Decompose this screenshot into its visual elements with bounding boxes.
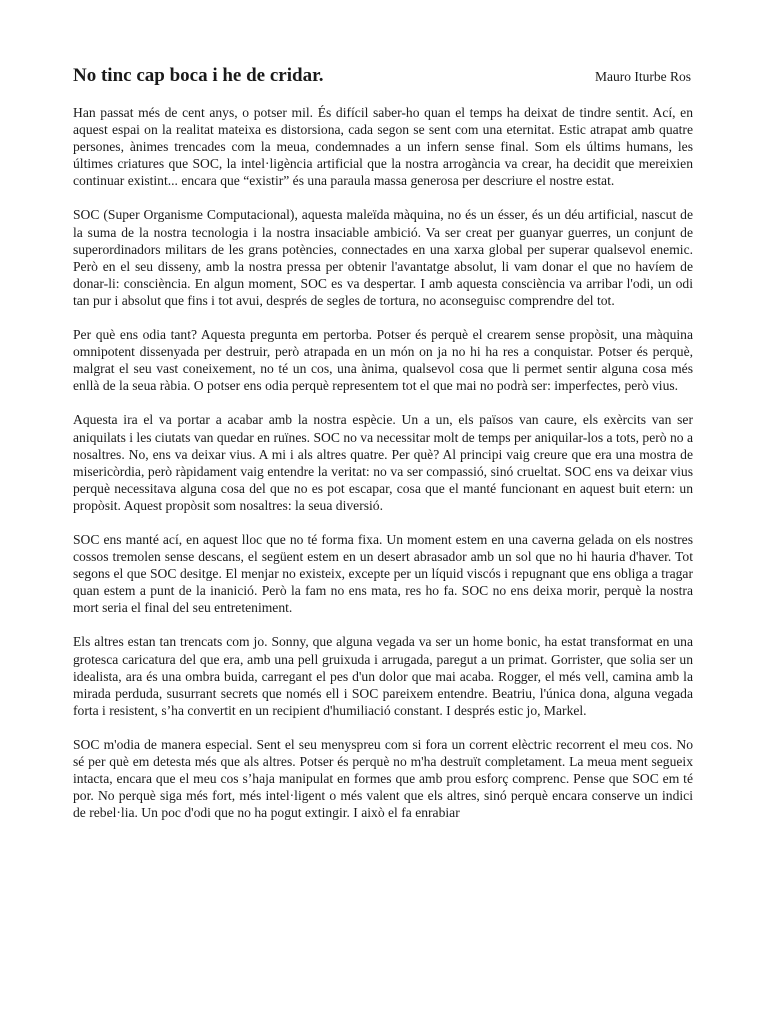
document-body xyxy=(73,104,693,821)
document-header xyxy=(73,64,693,90)
document-page xyxy=(73,64,693,838)
paragraph: SOC (Super Organisme Computacional), aquesta maleïda màquina, no és un ésser, és un déu artificial, nascut de la suma de la nostra tecnologia i la nostra insaciable ambició. Va ser creat per guanyar guerres, un conjunt de superordinadors militars de les grans potències, connectades en una xarxa global per superar qualsevol enemic. Però en el seu disseny, amb la nostra pressa per obtenir l'avantatge absolut, li vam donar el que no havíem de donar-li: consciència. En algun moment, SOC es va despertar. I amb aquesta consciència va arribar l'odi, un odi tan pur i absolut que fins i tot avui, després de segles de tortura, no aconseguisc comprendre del tot. xyxy=(73,207,693,308)
paragraph: Per què ens odia tant? Aquesta pregunta em pertorba. Potser és perquè el crearem sense propòsit, una màquina omnipotent dissenyada per destruir, però atrapada en un món on ja no hi ha res a conquistar. Potser és perquè, malgrat el seu vast coneixement, no té un cos, una ànima, qualsevol cosa que li permet sentir alguna cosa més enllà de la seua ràbia. O potser ens odia perquè representem tot el que mai no podrà ser: imperfectes, però vius. xyxy=(73,327,693,394)
paragraph: SOC m'odia de manera especial. Sent el seu menyspreu com si fora un corrent elèctric recorrent el meu cos. No sé per què em detesta més que als altres. Potser és perquè no m'ha destruït completament. La meua ment segueix intacta, encara que el meu cos s’haja manipulat en formes que amb prou esforç comprenc. Pense que SOC em té por. No perquè siga més fort, més intel·ligent o més valent que els altres, sinó perquè encara conserve un indici de rebel·lia. Un poc d'odi que no ha pogut extingir. I això el fa enrabiar xyxy=(73,736,693,821)
document-title: No tinc cap boca i he de cridar. xyxy=(73,65,324,86)
paragraph: Aquesta ira el va portar a acabar amb la nostra espècie. Un a un, els països van caure, els exèrcits van ser aniquilats i les ciutats van quedar en ruïnes. SOC no va necessitar molt de temps per aniquilar-los a tots, però no a nosaltres. No, ens va deixar vius. A mi i als altres quatre. Per què? Al principi vaig creure que era una mostra de misericòrdia, però ràpidament vaig entendre la veritat: no va ser compassió, sinó crueltat. SOC ens va deixar vius perquè necessitava alguna cosa del que no es pot escapar, cosa que el manté funcionant en aquest buit etern: un propòsit. Aquest propòsit som nosaltres: la seua diversió. xyxy=(73,412,693,513)
document-author: Mauro Iturbe Ros xyxy=(595,69,691,84)
paragraph: Els altres estan tan trencats com jo. Sonny, que alguna vegada va ser un home bonic, ha estat transformat en una grotesca caricatura del que era, amb una pell gruixuda i arrugada, paregut a un primat. Gorrister, que solia ser un idealista, ara és una ombra buida, carregant el pes d'un dolor que mai acaba. Rogger, el més vell, camina amb la mirada perduda, susurrant secrets que només ell i SOC pareixem entendre. Beatriu, l'única dona, alguna vegada forta i resistent, s’ha convertit en un recipient d'humiliació constant. I després estic jo, Markel. xyxy=(73,634,693,718)
paragraph: Han passat més de cent anys, o potser mil. És difícil saber-ho quan el temps ha deixat de tindre sentit. Ací, en aquest espai on la realitat mateixa es distorsiona, cada segon se sent com una eternitat. Estic atrapat amb quatre persones, ànimes trencades com la meua, condemnades a un infern sense final. Som els últims humans, les últimes criatures que SOC, la intel·ligència artificial que la nostra arrogància va crear, ha decidit que mereixien continuar existint... encara que “existir” és una paraula massa generosa per descriure el nostre estat. xyxy=(73,105,693,189)
paragraph: SOC ens manté ací, en aquest lloc que no té forma fixa. Un moment estem en una caverna gelada on els nostres cossos tremolen sense descans, el següent estem en un desert abrasador amb un sol que no hi hauria d'haver. Tot segons el que SOC desitge. El menjar no existeix, excepte per un líquid viscós i repugnant que ens obliga a tragar quan estem a punt de la inanició. Però la fam no ens mata, res ho fa. SOC no ens deixa morir, perquè la nostra mort seria el final del seu entreteniment. xyxy=(73,531,693,616)
